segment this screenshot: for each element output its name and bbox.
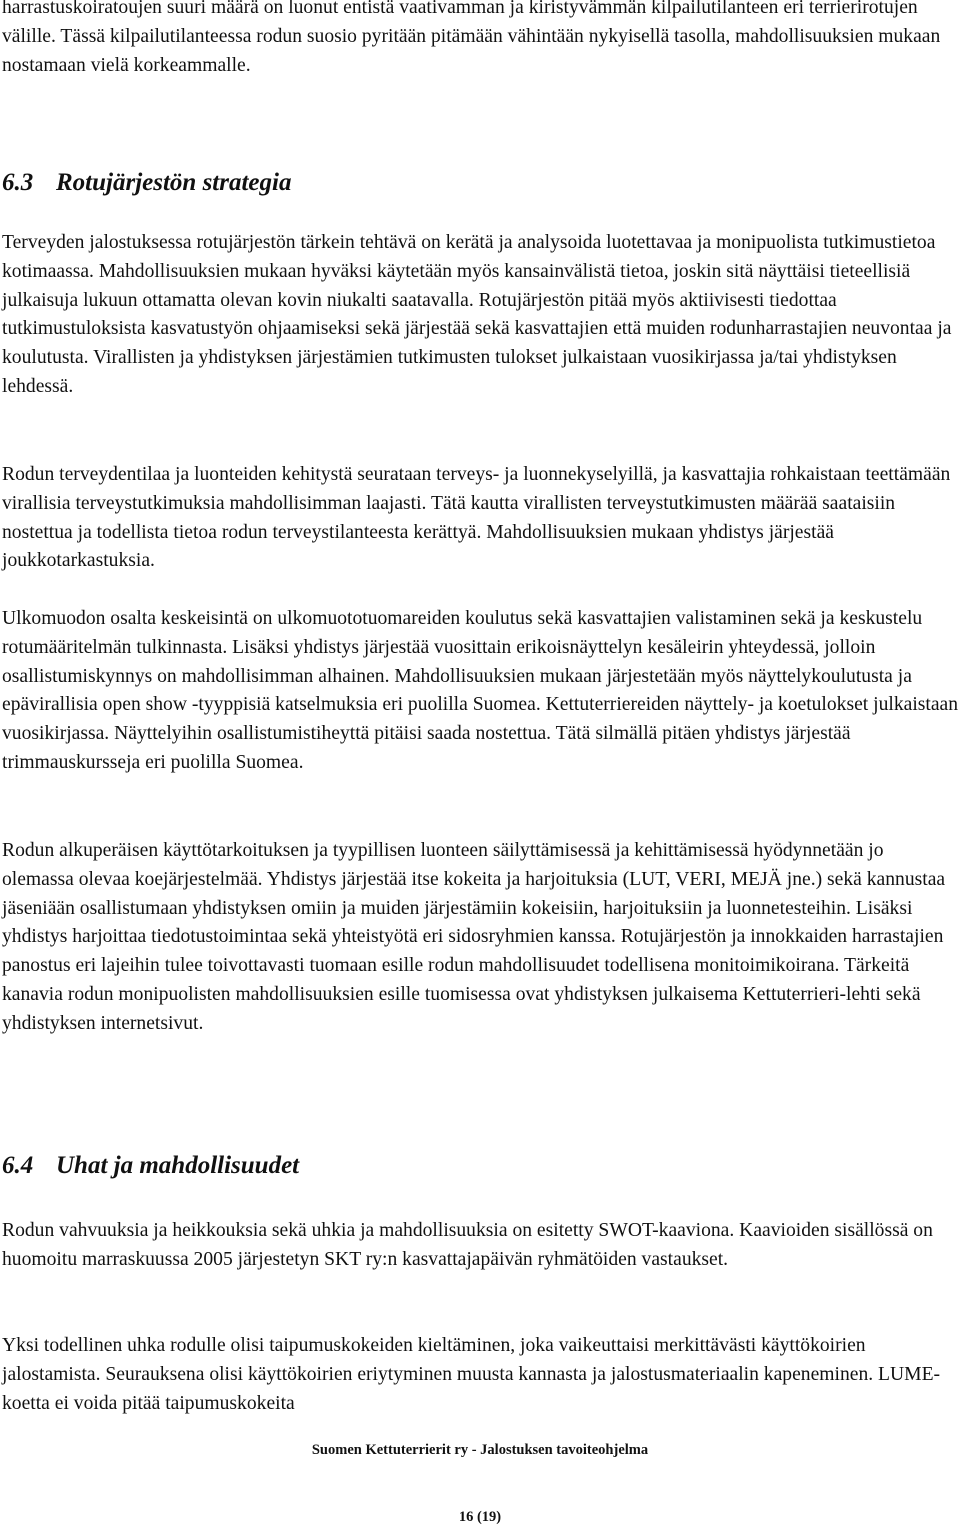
section-heading-6-4 (2, 1150, 299, 1182)
page-number: 16 (19) (458, 1509, 502, 1525)
footer-title: Suomen Kettuterrierit ry - Jalostuksen tavoiteohjelma (311, 1442, 649, 1458)
section-title: Rotujärjestön strategia (56, 169, 292, 196)
paragraph-threats-1: Rodun vahvuuksia ja heikkouksia sekä uhkia ja mahdollisuuksia on esitetty SWOT-kaaviona. Kaavioiden sisällössä on huomoitu marraskuussa 2005 järjestetyn SKT ry:n kasvattajapäivän ryhmätöiden vastaukset. (2, 1220, 933, 1270)
paragraph-strategy-3: Ulkomuodon osalta keskeisintä on ulkomuototuomareiden koulutus sekä kasvattajien valistaminen sekä ja keskustelu rotumääritelmän tulkinnasta. Lisäksi yhdistys järjestää vuosittain erikoisnäyttelyn kesäleirin yhteydessä, jolloin osallistumiskynnys on mahdollisimman alhainen. Mahdollisuuksien mukaan järjestetään myös näyttelykoulutusta ja epävirallisia open show -tyyppisiä katselmuksia eri puolilla Suomea. Kettuterriereiden näyttely- ja koetulokset julkaistaan vuosikirjassa. Näyttelyihin osallistumistiheyttä pitäisi saada nostettua. Tätä silmällä pitäen yhdistys järjestää trimmauskursseja eri puolilla Suomea. (2, 608, 959, 773)
section-heading-6-3 (2, 167, 291, 199)
section-number: 6.4 (2, 1152, 34, 1179)
section-title: Uhat ja mahdollisuudet (56, 1152, 300, 1179)
paragraph-strategy-4: Rodun alkuperäisen käyttötarkoituksen ja tyypillisen luonteen säilyttämisessä ja kehittämisessä hyödynnetään jo olemassa olevaa koejärjestelmää. Yhdistys järjestää itse kokeita ja harjoituksia (LUT, VERI, MEJÄ jne.) sekä kannustaa jäseniään osallistumaan yhdistyksen omiin ja muiden järjestämiin kokeisiin, harjoituksiin ja luonnetesteihin. Lisäksi yhdistys harjoittaa tiedotustoimintaa sekä yhteistyötä eri sidosryhmien kanssa. Rotujärjestön ja innokkaiden harrastajien panostus eri lajeihin tulee toivottavasti tuomaan esille rodun mahdollisuudet todellisena monitoimikoirana. Tärkeitä kanavia rodun monipuolisten mahdollisuuksien esille tuomisessa ovat yhdistyksen julkaisema Kettuterrieri-lehti sekä yhdistyksen internetsivut. (2, 840, 946, 1034)
paragraph-threats-2: Yksi todellinen uhka rodulle olisi taipumuskokeiden kieltäminen, joka vaikeuttaisi merkittävästi käyttökoirien jalostamista. Seurauksena olisi käyttökoirien eriytyminen muusta kannasta ja jalostusmateriaalin kapeneminen. LUME-koetta ei voida pitää taipumuskokeita (2, 1335, 941, 1414)
intro-paragraph: harrastuskoiratoujen suuri määrä on luonut entistä vaativamman ja kiristyvämmän kilpailutilanteen eri terrierirotujen välille. Tässä kilpailutilanteessa rodun suosio pyritään pitämään vähintään nykyisellä tasolla, mahdollisuuksien mukaan nostamaan vielä korkeammalle. (2, 0, 941, 76)
section-number: 6.3 (2, 169, 34, 196)
paragraph-strategy-2: Rodun terveydentilaa ja luonteiden kehitystä seurataan terveys- ja luonnekyselyillä, ja kasvattajia rohkaistaan teettämään virallisia terveystutkimuksia mahdollisimman laajasti. Tätä kautta virallisten terveystutkimusten määrää saataisiin nostettua ja todellista tietoa rodun terveystilanteesta kerättyä. Mahdollisuuksien mukaan yhdistys järjestää joukkotarkastuksia. (2, 464, 951, 572)
paragraph-strategy-1: Terveyden jalostuksessa rotujärjestön tärkein tehtävä on kerätä ja analysoida luotettavaa ja monipuolista tutkimustietoa kotimaassa. Mahdollisuuksien mukaan hyväksi käytetään myös kansainvälistä tietoa, joskin sitä näyttäisi tieteellisiä julkaisuja lukuun ottamatta olevan kovin niukalti saatavalla. Rotujärjestön pitää myös aktiivisesti tiedottaa tutkimustuloksista kasvatustyön ohjaamiseksi sekä järjestää sekä kasvattajien että muiden rodunharrastajien neuvontaa ja koulutusta. Virallisten ja yhdistyksen järjestämien tutkimusten tulokset julkaistaan vuosikirjassa ja/tai yhdistyksen lehdessä. (2, 232, 952, 397)
